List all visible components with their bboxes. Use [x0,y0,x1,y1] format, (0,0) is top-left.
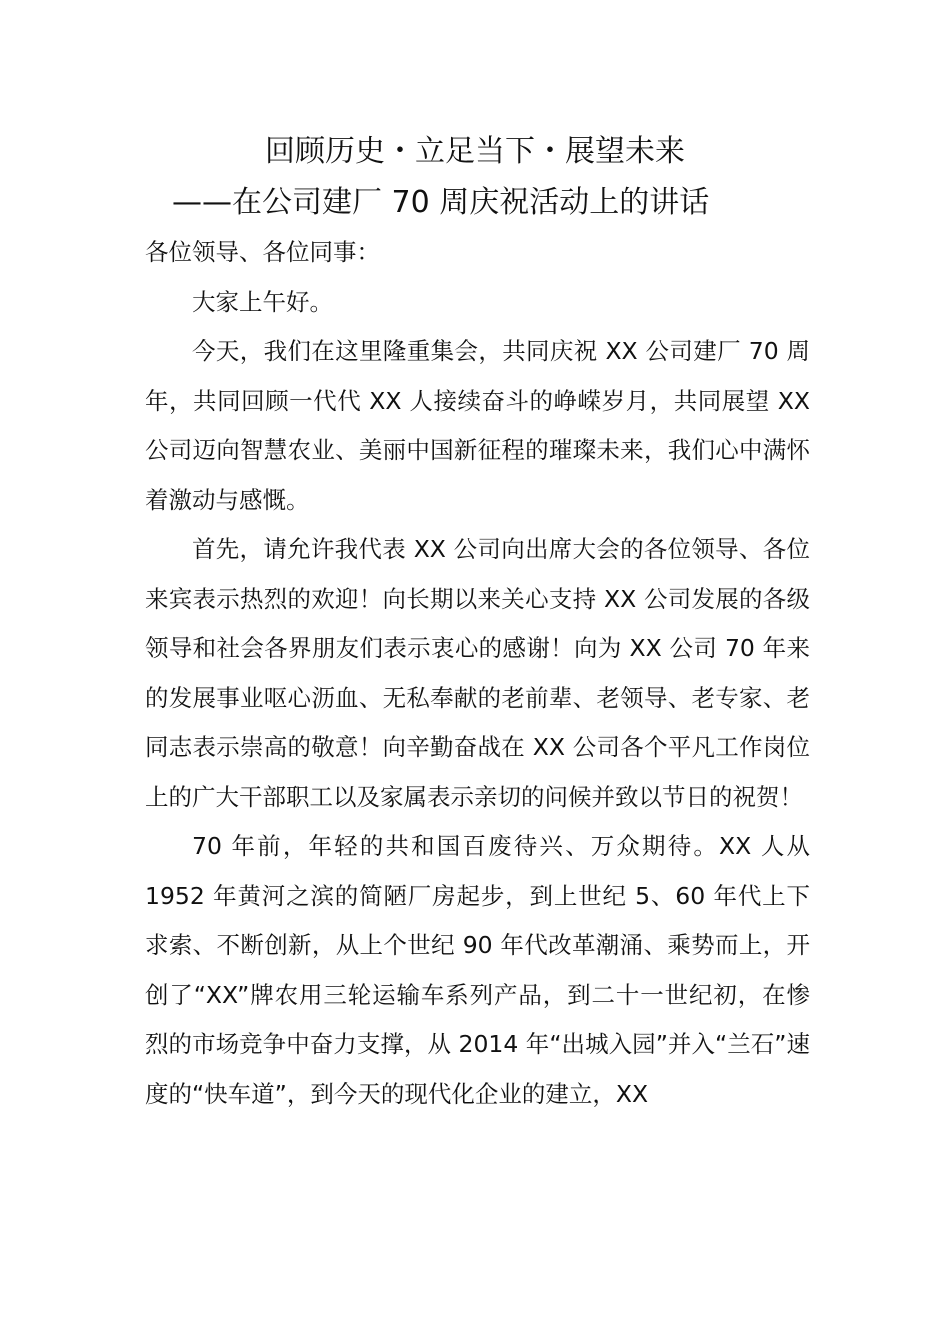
document-subtitle: ——在公司建厂 70 周庆祝活动上的讲话 [172,185,710,220]
body-paragraph: 今天，我们在这里隆重集会，共同庆祝 XX 公司建厂 70 周年，共同回顾一代代 XX 人接续奋斗的峥嵘岁月，共同展望 XX 公司迈向智慧农业、美丽中国新征程的璀璨未来，我们心中满怀着激动与感慨。 [145,337,810,514]
greeting-paragraph: 大家上午好。 [192,287,333,316]
document-title: 回顾历史・立足当下・展望未来 [265,134,685,169]
body-paragraph: 首先，请允许我代表 XX 公司向出席大会的各位领导、各位来宾表示热烈的欢迎！向长期以来关心支持 XX 公司发展的各级领导和社会各界朋友们表示衷心的感谢！向为 XX 公司 70 年来的发展事业呕心沥血、无私奉献的老前辈、老领导、老专家、老同志表示崇高的敬意！向辛勤奋战在 XX 公司各个平凡工作岗位上的广大干部职工以及家属表示亲切的问候并致以节日的祝贺！ [145,535,810,811]
body-paragraph: 70 年前，年轻的共和国百废待兴、万众期待。XX 人从 1952 年黄河之滨的简陋厂房起步，到上世纪 5、60 年代上下求索、不断创新，从上个世纪 90 年代改革潮涌、乘势而上，开创了“XX”牌农用三轮运输车系列产品，到二十一世纪初，在惨烈的市场竞争中奋力支撑，从 2014 年“出城入园”并入“兰石”速度的“快车道”，到今天的现代化企业的建立，XX [145,832,810,1108]
document-body [145,228,810,1119]
salutation-paragraph: 各位领导、各位同事： [145,238,380,266]
